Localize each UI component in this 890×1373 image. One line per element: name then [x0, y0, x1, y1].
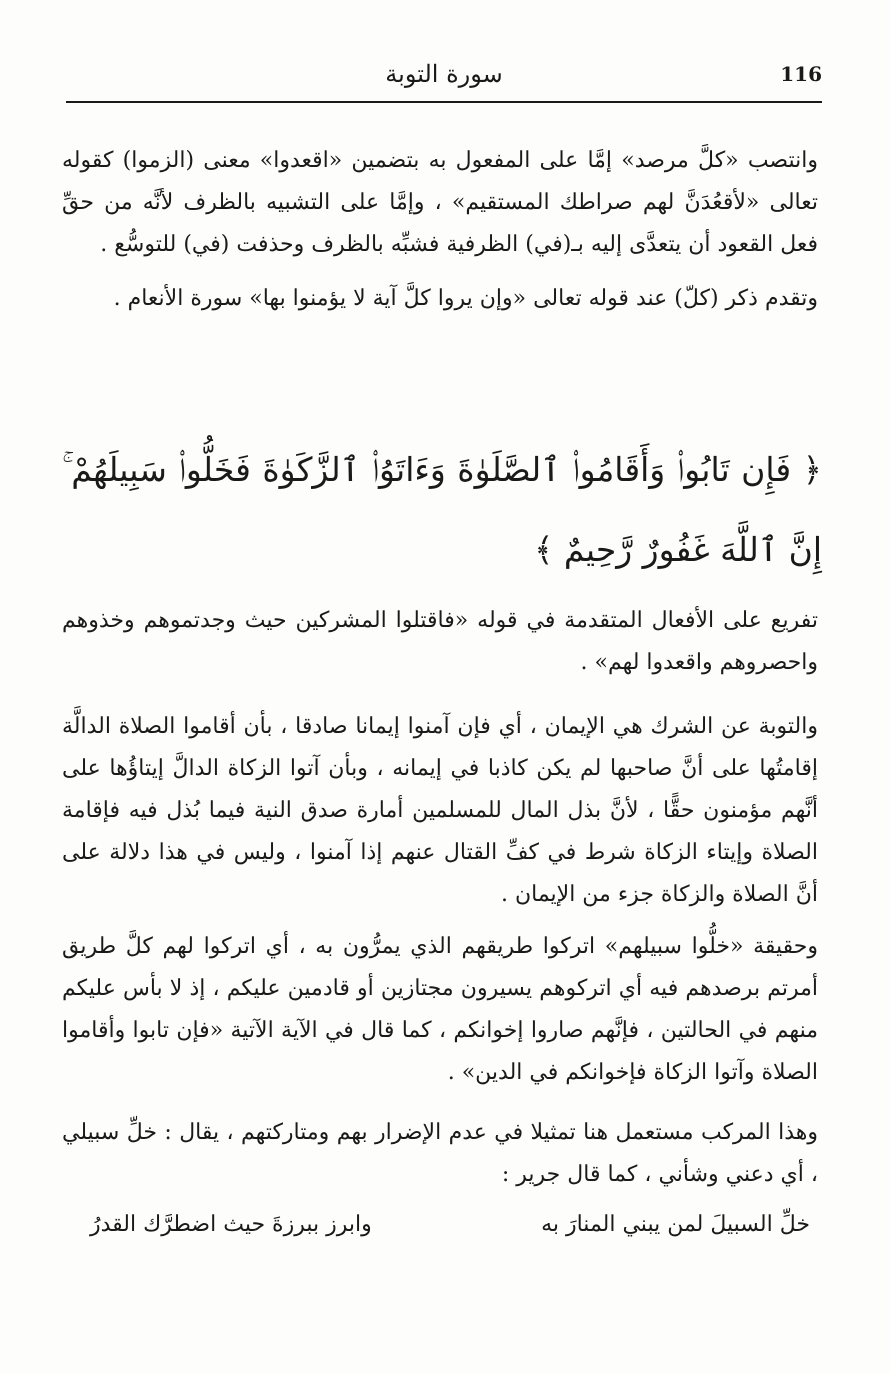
surah-title: سورة التوبة — [385, 60, 503, 88]
poem-hemistich-first: خلِّ السبيلَ لمن يبني المنارَ به — [541, 1212, 810, 1237]
paragraph-murakkab: وهذا المركب مستعمل هنا تمثيلا في عدم الإضرار بهم ومتاركتهم ، يقال : خلِّ سبيلي ، أي دعني وشأني ، كما قال جرير : — [62, 1120, 818, 1187]
page-header — [66, 58, 822, 98]
paragraph-tafri: تفريع على الأفعال المتقدمة في قوله «فاقتلوا المشركين حيث وجدتموهم وخذوهم واحصروهم واقعدوا لهم» . — [62, 608, 818, 675]
header-divider — [66, 101, 822, 103]
paragraph-tawba: والتوبة عن الشرك هي الإيمان ، أي فإن آمنوا إيمانا صادقا ، بأن أقاموا الصلاة الدالَّة إقامتُها على أنَّ صاحبها لم يكن كاذبا في إيمانه ، وبأن آتوا الزكاة الدالَّ إيتاؤُها على أنَّهم مؤمنون حقًّا ، لأنَّ بذل المال للمسلمين أمارة صدق النية فيما بُذل فيه فإقامة الصلاة وإيتاء الزكاة شرط في كفِّ القتال عنهم إذا آمنوا ، وليس في هذا دلالة على أنَّ الصلاة والزكاة جزء من الإيمان . — [62, 714, 818, 907]
paragraph-kull-reference: وتقدم ذكر (كلّ) عند قوله تعالى «وإن يروا كلَّ آية لا يؤمنوا بها» سورة الأنعام . — [113, 286, 818, 311]
poem-verse — [90, 1204, 810, 1246]
poem-hemistich-second: وابرز ببرزةَ حيث اضطرَّك القدرُ — [90, 1212, 372, 1237]
paragraph-intisab: وانتصب «كلَّ مرصد» إمَّا على المفعول به بتضمين «اقعدوا» معنى (الزموا) كقوله تعالى «لأقعُدَنَّ لهم صراطك المستقيم» ، وإمَّا على التشبيه بالظرف لأنَّه من حقِّ فعل القعود أن يتعدَّى إليه بـ(في) الظرفية فشبِّه بالظرف وحذفت (في) للتوسُّع . — [62, 148, 818, 257]
quran-verse: ﴿ فَإِن تَابُوا۟ وَأَقَامُوا۟ ٱلصَّلَوٰةَ وَءَاتَوُا۟ ٱلزَّكَوٰةَ فَخَلُّوا۟ سَبِيلَهُمْ ۚ إِنَّ ٱللَّهَ غَفُورٌ رَّحِيمٌ ﴾ — [62, 450, 822, 569]
paragraph-khallu: وحقيقة «خلُّوا سبيلهم» اتركوا طريقهم الذي يمرُّون به ، أي اتركوا لهم كلَّ طريق أمرتم برصدهم فيه أي اتركوهم يسيرون مجتازين أو قادمين عليكم ، إذ لا بأس عليكم منهم في الحالتين ، فإنَّهم صاروا إخوانكم ، كما قال في الآية الآتية «فإن تابوا وأقاموا الصلاة وآتوا الزكاة فإخوانكم في الدين» . — [62, 934, 818, 1085]
page-number: 116 — [780, 62, 822, 86]
